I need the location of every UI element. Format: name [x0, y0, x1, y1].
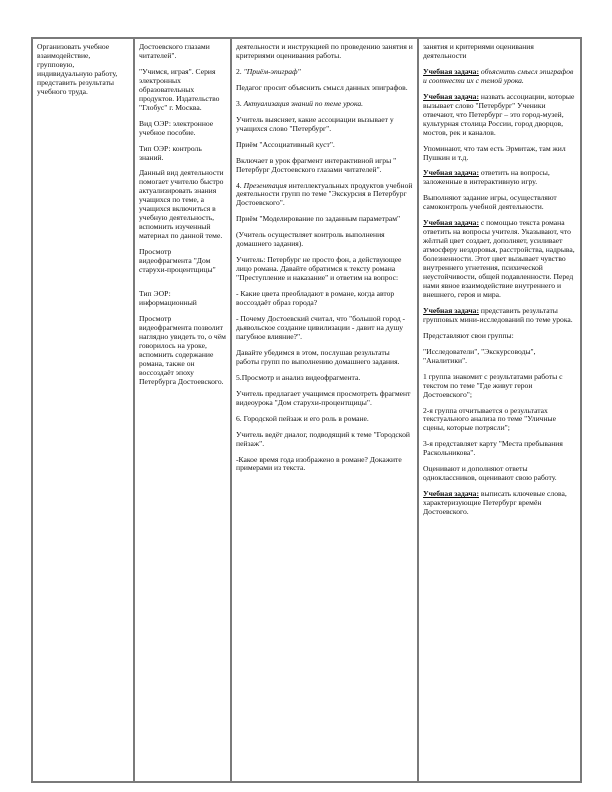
learning-task: Учебная задача: с помощью текста романа ответить на вопросы учителя. Указывают, что жёлтый цвет создает, дополняет, усиливает атмосферу нездоровья, расстройства, надрыва, болезненности. Этот цвет вызывает чувство внутреннего угнетения, психической неустойчивости, общей подавленности. Перед нами явное взаимодействие внутреннего и внешнего, героя и мира.: [423, 218, 575, 299]
resource-kind: Вид ОЭР: электронное учебное пособие.: [139, 118, 214, 137]
learning-task: Учебная задача: ответить на вопросы, заложенные в интерактивную игру.: [423, 168, 550, 187]
goals-cell: [32, 38, 134, 782]
goals-text: Организовать учебное взаимодействие, групповую, индивидуальную работу, представить результаты учебного труда.: [37, 42, 118, 96]
question: - Почему Достоевский считал, что "большой город - дьявольское создание цивилизации - давит на душу пагубное влияние?".: [236, 314, 406, 341]
paragraph: Учитель ведёт диалог, подводящий к теме "Городской пейзаж".: [236, 429, 410, 448]
step-heading: 6. Городской пейзаж и его роль в романе.: [236, 413, 369, 423]
paragraph: Педагог просит объяснить смысл данных эпиграфов.: [236, 82, 408, 92]
paragraph: Упоминают, что там есть Эрмитаж, там жил Пушкин и т.д.: [423, 143, 566, 162]
table-row: [32, 38, 581, 782]
paragraph: 2-я группа отчитывается о результатах текстуального анализа по теме "Уличные сцены, которые потрясли";: [423, 405, 556, 433]
paragraph: (Учитель осуществляет контроль выполнения домашнего задания).: [236, 230, 385, 249]
question: - Какие цвета преобладают в романе, когда автор воссоздаёт образ города?: [236, 289, 395, 308]
paragraph: Учитель: Петербург не просто фон, а действующее лицо романа. Давайте обратимся к тексту романа "Преступление и наказание" и ответим на вопрос:: [236, 255, 402, 283]
paragraph: Учитель выясняет, какие ассоциации вызывает у учащихся слово "Петербург".: [236, 114, 394, 133]
question: -Какое время года изображено в романе? Докажите примерами из текста.: [236, 454, 402, 473]
video-purpose: Просмотр видеофрагмента позволит наглядно увидеть то, о чём говорилось на уроке, вспомнить содержание романа, также он воссоздаёт эпоху Петербурга Достоевского.: [139, 313, 226, 386]
video-type: Тип ЭОР: информационный: [139, 288, 197, 307]
paragraph: "Исследователи", "Экскурсоводы", "Аналитики".: [423, 346, 536, 365]
paragraph: Выполняют задание игры, осуществляют самоконтроль учебной деятельности.: [423, 193, 557, 212]
step-heading: 4. Презентация интеллектуальных продуктов учебной деятельности групп по теме "Экскурсия в Петербург Достоевского".: [236, 180, 413, 208]
step-heading: 3. Актуализация знаний по теме урока.: [236, 98, 364, 108]
paragraph: Давайте убедимся в этом, послушав результаты работы групп по выполнению домашнего задания.: [236, 347, 400, 366]
paragraph: занятия и критериями оценивания деятельности: [423, 42, 534, 60]
paragraph: Представляют свои группы:: [423, 330, 514, 340]
resource-title: Достоевского глазами читателей".: [139, 42, 210, 60]
resource-purpose: Данный вид деятельности помогает учителю быстро актуализировать знания учащихся по теме, а учащихся включиться в учебную деятельность, вспомнить изученный материал по данной теме.: [139, 168, 224, 241]
paragraph: 3-я представляет карту "Места пребывания Раскольникова".: [423, 439, 563, 458]
learning-task: Учебная задача: представить результаты групповых мини-исследований по теме урока.: [423, 305, 573, 324]
teacher-activity-cell: [231, 38, 418, 782]
step-heading: 5.Просмотр и анализ видеофрагмента.: [236, 372, 361, 382]
learning-task: Учебная задача: объяснить смысл эпиграфов и соотнести их с темой урока.: [423, 66, 574, 85]
resource-publisher: "Учимся, играя". Серия электронных образовательных продуктов. Издательство "Глобус" г. Москва.: [139, 66, 220, 112]
resources-cell: [134, 38, 231, 782]
paragraph: 1 группа знакомит с результатами работы с текстом по теме "Где живут герои Достоевского";: [423, 371, 563, 399]
video-title: Просмотр видеофрагмента "Дом старухи-процентщицы": [139, 247, 216, 275]
paragraph: Приём "Ассоциативный куст".: [236, 139, 335, 149]
learning-task: Учебная задача: назвать ассоциации, которые вызывает слово "Петербург" Ученики отвечают, что Петербург – это город-музей, культурная столица России, город дворцов, мостов, рек и каналов.: [423, 91, 575, 137]
resource-type: Тип ОЭР: контроль знаний.: [139, 143, 202, 162]
step-heading: 2. "Приём-эпиграф": [236, 66, 301, 76]
paragraph: Приём "Моделирование по заданным параметрам": [236, 214, 401, 224]
paragraph: Учитель предлагает учащимся просмотреть фрагмент видеоурока "Дом старухи-процентщицы".: [236, 388, 411, 407]
lesson-plan-table: [31, 37, 582, 783]
paragraph: Оценивают и дополняют ответы одноклассников, оценивают свою работу.: [423, 464, 557, 483]
learning-task: Учебная задача: выписать ключевые слова, характеризующие Петербург времён Достоевского.: [423, 489, 567, 517]
paragraph: деятельности и инструкцией по проведению занятия и критериями оценивания работы.: [236, 42, 413, 60]
lesson-plan-page: [31, 37, 580, 783]
student-activity-cell: [418, 38, 581, 782]
paragraph: Включает в урок фрагмент интерактивной игры " Петербург Достоевского глазами читателей".: [236, 155, 397, 174]
